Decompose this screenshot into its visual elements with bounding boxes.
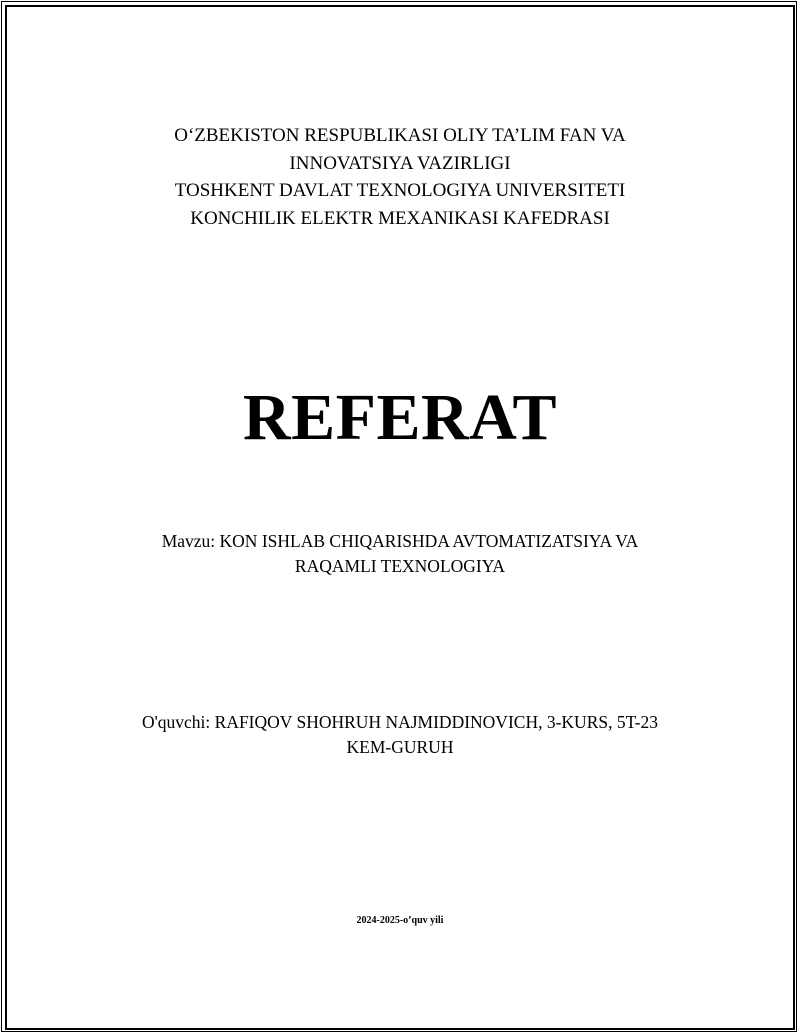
topic-line-2: RAQAMLI TEXNOLOGIYA (294, 556, 506, 576)
department-name: KONCHILIK ELEKTR MEXANIKASI KAFEDRASI (190, 207, 610, 229)
document-title: REFERAT (243, 381, 557, 454)
student-line-2: KEM-GURUH (346, 737, 454, 757)
topic-line-1: Mavzu: KON ISHLAB CHIQARISHDA AVTOMATIZATSIYA VA (161, 531, 639, 551)
student-block (0, 710, 800, 760)
student-line-1: O'quvchi: RAFIQOV SHOHRUH NAJMIDDINOVICH, 3-KURS, 5T-23 (141, 712, 659, 732)
ministry-line-1: O‘ZBEKISTON RESPUBLIKASI OLIY TA’LIM FAN VA (174, 125, 626, 146)
ministry-line-2: INNOVATSIYA VAZIRLIGI (289, 152, 511, 174)
academic-year: 2024-2025-o’quv yili (356, 915, 444, 926)
university-name: TOSHKENT DAVLAT TEXNOLOGIYA UNIVERSITETI (174, 180, 626, 201)
institution-header (0, 122, 800, 232)
topic-block (0, 529, 800, 579)
